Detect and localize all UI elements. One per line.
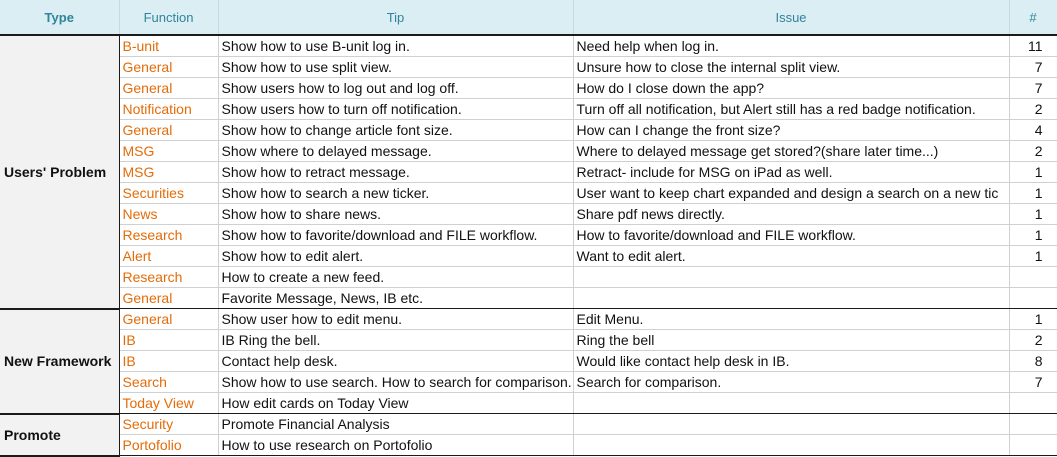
count-cell: 7 [1009,57,1057,78]
table-row [0,351,1057,372]
count-cell [1009,414,1057,435]
issue-cell: Where to delayed message get stored?(share later time...) [573,141,1009,162]
issue-cell: Share pdf news directly. [573,204,1009,225]
count-cell: 1 [1009,225,1057,246]
tip-cell: How edit cards on Today View [218,393,573,414]
table-row [0,309,1057,330]
header-type: Type [0,0,119,35]
table-body [0,35,1057,456]
function-cell: General [119,57,218,78]
issue-cell: How can I change the front size? [573,120,1009,141]
issue-cell: Search for comparison. [573,372,1009,393]
issue-cell: Need help when log in. [573,35,1009,57]
function-cell: Security [119,414,218,435]
count-cell: 4 [1009,120,1057,141]
function-cell: MSG [119,162,218,183]
count-cell [1009,435,1057,456]
count-cell [1009,288,1057,309]
tip-cell: Show how to search a new ticker. [218,183,573,204]
tip-cell: Show how to retract message. [218,162,573,183]
tip-cell: Show how to use B-unit log in. [218,35,573,57]
count-cell: 1 [1009,309,1057,330]
function-cell: General [119,309,218,330]
function-cell: Search [119,372,218,393]
tip-cell: Show how to use search. How to search for comparison. [218,372,573,393]
count-cell: 1 [1009,246,1057,267]
table-row [0,330,1057,351]
tip-cell: Contact help desk. [218,351,573,372]
type-cell: Users' Problem [0,35,119,309]
table-row [0,414,1057,435]
table-row [0,393,1057,414]
table-row [0,288,1057,309]
function-cell: Securities [119,183,218,204]
function-cell: News [119,204,218,225]
issue-cell: Edit Menu. [573,309,1009,330]
count-cell: 11 [1009,35,1057,57]
tip-cell: Show user how to edit menu. [218,309,573,330]
count-cell: 1 [1009,162,1057,183]
issue-cell: Ring the bell [573,330,1009,351]
function-cell: MSG [119,141,218,162]
count-cell: 2 [1009,99,1057,120]
issue-cell [573,288,1009,309]
type-cell: New Framework [0,309,119,414]
count-cell: 7 [1009,78,1057,99]
table-row [0,120,1057,141]
count-cell: 2 [1009,141,1057,162]
function-cell: IB [119,330,218,351]
count-cell: 2 [1009,330,1057,351]
table-row [0,225,1057,246]
tip-cell: Promote Financial Analysis [218,414,573,435]
issue-cell: Want to edit alert. [573,246,1009,267]
function-cell: Today View [119,393,218,414]
type-cell: Promote [0,414,119,456]
table-row [0,35,1057,57]
issue-cell: How do I close down the app? [573,78,1009,99]
count-cell: 1 [1009,183,1057,204]
count-cell: 1 [1009,204,1057,225]
tip-cell: Show where to delayed message. [218,141,573,162]
issue-cell [573,414,1009,435]
tip-cell: How to use research on Portofolio [218,435,573,456]
function-cell: General [119,120,218,141]
function-cell: Research [119,267,218,288]
table-row [0,204,1057,225]
tip-cell: Show how to change article font size. [218,120,573,141]
function-cell: B-unit [119,35,218,57]
function-cell: Alert [119,246,218,267]
table-row [0,267,1057,288]
issue-cell: Would like contact help desk in IB. [573,351,1009,372]
issue-cell: User want to keep chart expanded and design a search on a new tic [573,183,1009,204]
function-cell: Notification [119,99,218,120]
tip-cell: How to create a new feed. [218,267,573,288]
header-issue: Issue [573,0,1009,35]
issue-cell: How to favorite/download and FILE workflow. [573,225,1009,246]
count-cell [1009,393,1057,414]
table-row [0,78,1057,99]
tip-cell: Show how to use split view. [218,57,573,78]
header-function: Function [119,0,218,35]
table-row [0,162,1057,183]
function-cell: Portofolio [119,435,218,456]
function-cell: General [119,78,218,99]
issue-cell [573,267,1009,288]
count-cell: 8 [1009,351,1057,372]
tip-cell: Favorite Message, News, IB etc. [218,288,573,309]
header-tip: Tip [218,0,573,35]
tip-cell: IB Ring the bell. [218,330,573,351]
table-row [0,372,1057,393]
table-row [0,141,1057,162]
tip-cell: Show how to favorite/download and FILE workflow. [218,225,573,246]
issue-cell [573,393,1009,414]
function-cell: IB [119,351,218,372]
tip-cell: Show users how to turn off notification. [218,99,573,120]
count-cell [1009,267,1057,288]
issue-cell: Unsure how to close the internal split view. [573,57,1009,78]
table-row [0,246,1057,267]
table-row [0,99,1057,120]
issue-cell: Turn off all notification, but Alert still has a red badge notification. [573,99,1009,120]
function-cell: Research [119,225,218,246]
tip-cell: Show how to share news. [218,204,573,225]
header-row [0,0,1057,35]
table-row [0,183,1057,204]
count-cell: 7 [1009,372,1057,393]
tip-cell: Show how to edit alert. [218,246,573,267]
issue-cell: Retract- include for MSG on iPad as well. [573,162,1009,183]
table-row [0,57,1057,78]
table-row [0,435,1057,456]
issue-cell [573,435,1009,456]
function-cell: General [119,288,218,309]
header-count: # [1009,0,1057,35]
tip-cell: Show users how to log out and log off. [218,78,573,99]
